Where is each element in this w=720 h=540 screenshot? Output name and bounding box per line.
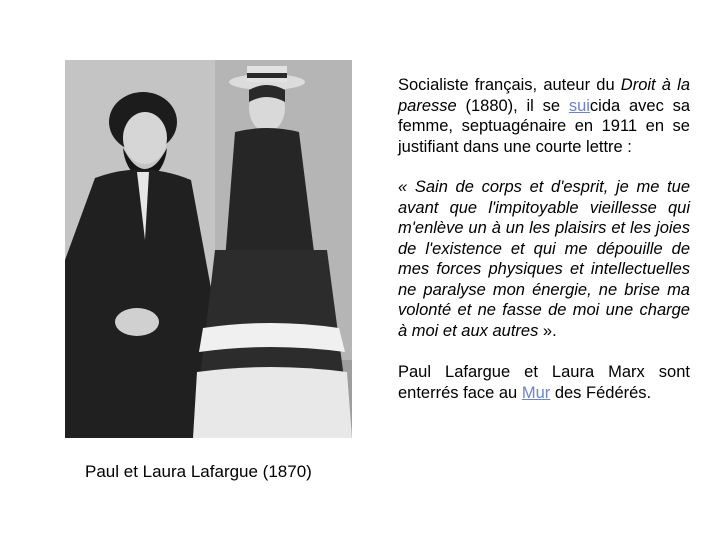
intro-paragraph bbox=[398, 75, 690, 157]
burial-text-b: des Fédérés. bbox=[550, 383, 652, 402]
photo-caption: Paul et Laura Lafargue (1870) bbox=[85, 462, 312, 481]
letter-quote bbox=[398, 177, 690, 341]
portrait-illustration bbox=[65, 60, 352, 438]
intro-text-a: Socialiste français, auteur du bbox=[398, 76, 621, 94]
portrait-photo bbox=[65, 60, 352, 438]
quote-open: « bbox=[398, 178, 415, 196]
intro-text-b: (1880), il se bbox=[456, 96, 569, 115]
burial-text-a: Paul Lafargue et Laura Marx sont enterrés face au bbox=[398, 363, 690, 402]
intro-text-c: cida avec sa femme, septuagénaire en 1911 en se justifiant dans une courte lettre : bbox=[398, 96, 691, 156]
mur-link[interactable]: Mur bbox=[521, 383, 551, 402]
book-title: Droit à la paresse bbox=[398, 76, 690, 115]
quote-close: ». bbox=[538, 321, 557, 340]
burial-paragraph bbox=[398, 362, 690, 403]
article-text bbox=[398, 75, 690, 403]
quote-text: Sain de corps et d'esprit, je me tue avant que l'impitoyable vieillesse qui m'enlève un à un les plaisirs et les joies de l'existence et qui me dépouille de mes forces physiques et intellectuelles ne paralyse mon énergie, ne brise ma volonté et ne fasse de moi une charge à moi et aux autres bbox=[398, 178, 690, 340]
suicide-link[interactable]: sui bbox=[568, 96, 590, 115]
